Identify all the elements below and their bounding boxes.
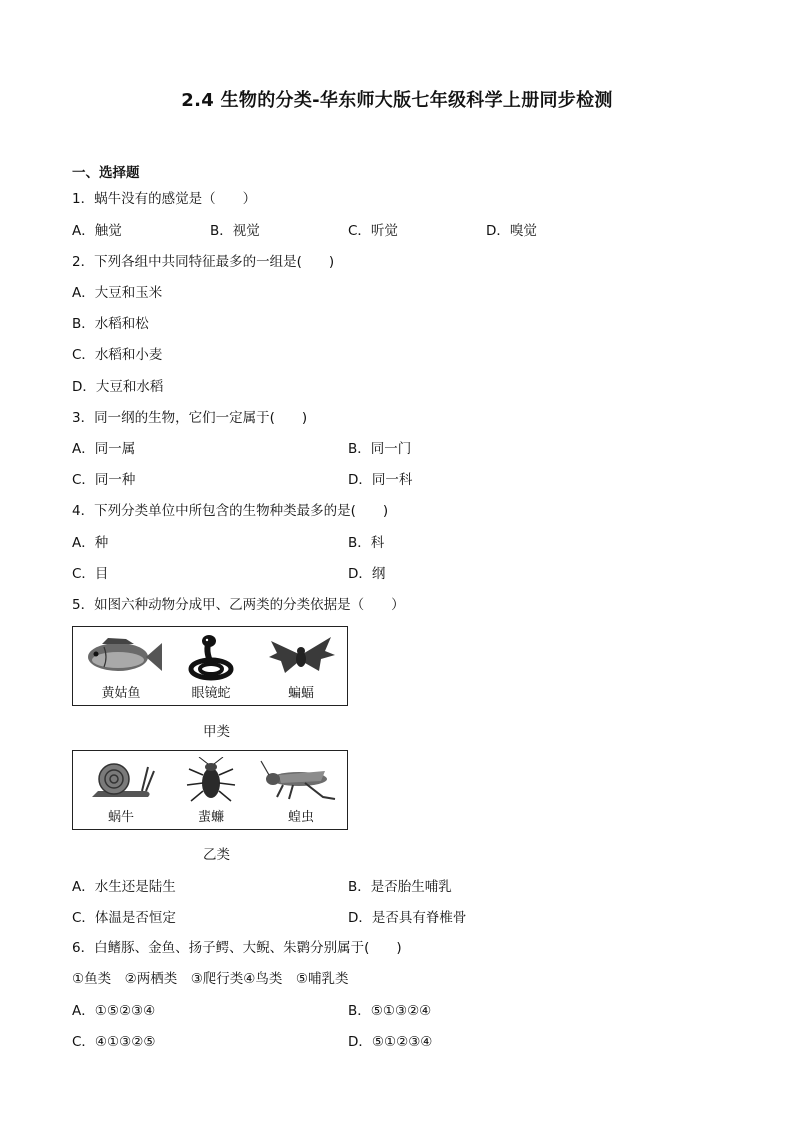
fish-icon — [78, 633, 164, 679]
q5-option-b[interactable]: B．是否胎生哺乳 — [348, 879, 452, 895]
q6-option-a[interactable]: A．①⑤②③④ — [72, 1003, 156, 1019]
animal-yellow-croaker — [75, 627, 167, 705]
q1-option-a[interactable]: A．触觉 — [72, 223, 122, 239]
q1-option-c[interactable]: C．听觉 — [348, 223, 398, 239]
snake-icon — [181, 633, 241, 681]
q3-option-d[interactable]: D．同一科 — [348, 472, 413, 488]
q4-option-a[interactable]: A．种 — [72, 535, 109, 551]
q6-option-c[interactable]: C．④①③②⑤ — [72, 1034, 156, 1050]
q2-option-b[interactable]: B．水稻和松 — [72, 316, 149, 332]
q1-option-b[interactable]: B．视觉 — [210, 223, 260, 239]
q3-option-b[interactable]: B．同一门 — [348, 441, 412, 457]
q6-option-d[interactable]: D．⑤①②③④ — [348, 1034, 433, 1050]
caption-group-a: 甲类 — [203, 724, 230, 740]
snail-icon — [86, 757, 156, 803]
cockroach-icon — [181, 757, 241, 805]
q2-option-c[interactable]: C．水稻和小麦 — [72, 347, 163, 363]
question-2-stem: 2．下列各组中共同特征最多的一组是( ) — [72, 254, 335, 270]
q1-option-d[interactable]: D．嗅觉 — [486, 223, 537, 239]
animal-label: 蝗虫 — [287, 810, 314, 825]
question-3-stem: 3．同一纲的生物，它们一定属于( ) — [72, 410, 308, 426]
animal-snail — [75, 751, 167, 829]
q4-option-d[interactable]: D．纲 — [348, 566, 386, 582]
document-title: 2.4 生物的分类-华东师大版七年级科学上册同步检测 — [181, 90, 613, 111]
animal-locust — [255, 751, 347, 829]
animal-cockroach — [165, 751, 257, 829]
q6-option-b[interactable]: B．⑤①③②④ — [348, 1003, 432, 1019]
bat-icon — [263, 633, 339, 681]
animal-label: 蜚蠊 — [197, 810, 224, 825]
animal-label: 眼镜蛇 — [191, 686, 231, 701]
animal-label: 黄姑鱼 — [101, 686, 141, 701]
animal-bat — [255, 627, 347, 705]
q2-option-a[interactable]: A．大豆和玉米 — [72, 285, 163, 301]
q4-option-b[interactable]: B．科 — [348, 535, 385, 551]
q5-option-a[interactable]: A．水生还是陆生 — [72, 879, 176, 895]
q2-option-d[interactable]: D．大豆和水稻 — [72, 379, 164, 395]
animal-label: 蜗牛 — [107, 810, 134, 825]
figure-group-b — [72, 750, 348, 830]
question-1-stem: 1．蜗牛没有的感觉是（ ） — [72, 191, 257, 207]
animal-cobra — [165, 627, 257, 705]
q5-option-d[interactable]: D．是否具有脊椎骨 — [348, 910, 467, 926]
section-heading: 一、选择题 — [72, 165, 140, 181]
question-6-stem: 6．白鳍豚、金鱼、扬子鳄、大鲵、朱鹮分别属于( ) — [72, 940, 402, 956]
q4-option-c[interactable]: C．目 — [72, 566, 109, 582]
animal-label: 蝙蝠 — [287, 686, 314, 701]
question-5-stem: 5．如图六种动物分成甲、乙两类的分类依据是（ ） — [72, 597, 405, 613]
q3-option-a[interactable]: A．同一属 — [72, 441, 136, 457]
caption-group-b: 乙类 — [203, 847, 230, 863]
q5-option-c[interactable]: C．体温是否恒定 — [72, 910, 176, 926]
question-6-choices: ①鱼类 ②两栖类 ③爬行类④鸟类 ⑤哺乳类 — [72, 971, 349, 987]
q3-option-c[interactable]: C．同一种 — [72, 472, 136, 488]
question-4-stem: 4．下列分类单位中所包含的生物种类最多的是( ) — [72, 503, 389, 519]
locust-icon — [259, 757, 343, 803]
figure-group-a — [72, 626, 348, 706]
